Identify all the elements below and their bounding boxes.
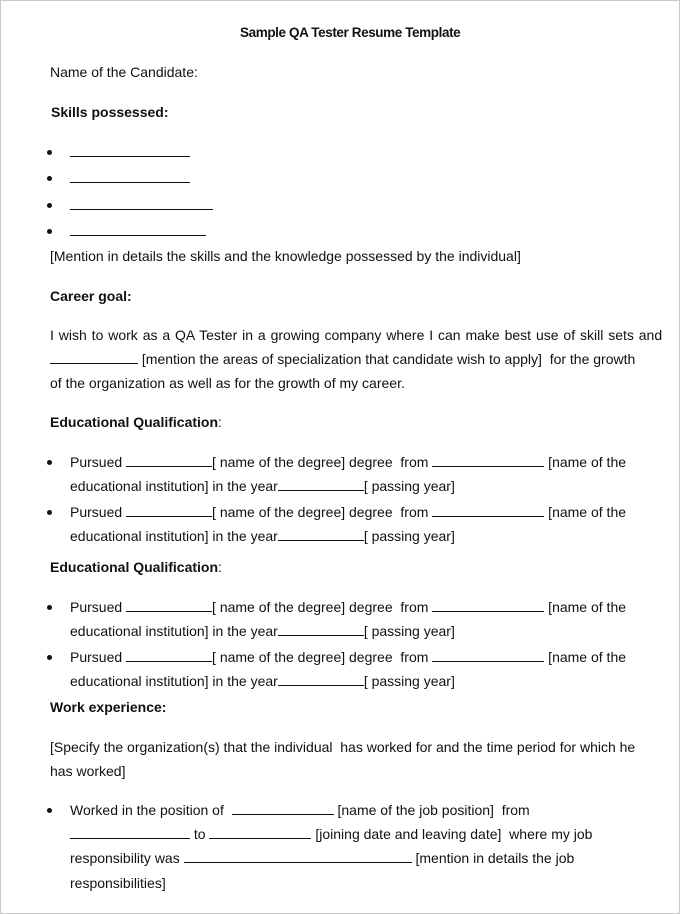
position-suffix: [name of the job position] from [333, 802, 530, 818]
year-blank[interactable] [278, 477, 364, 491]
degree-blank[interactable] [126, 503, 212, 517]
education-entry-line-2 [70, 477, 455, 495]
degree-label: [ name of the degree] degree from [212, 599, 433, 615]
work-line-4: responsibilities] [70, 875, 166, 891]
skill-blank-3[interactable] [70, 196, 213, 214]
career-heading: Career goal: [50, 288, 132, 304]
education-entry-line-1 [70, 598, 626, 616]
work-line-1 [70, 801, 530, 819]
responsibility-label: responsibility was [70, 850, 184, 866]
degree-label: [ name of the degree] degree from [212, 504, 433, 520]
year-blank[interactable] [278, 527, 364, 541]
work-specify-line-2: has worked] [50, 763, 126, 779]
career-line-3: of the organization as well as for the growth of my career. [50, 375, 405, 391]
position-blank[interactable] [232, 801, 334, 815]
education-entry-line-2 [70, 672, 455, 690]
education-heading-2 [50, 558, 222, 576]
skill-blank-2[interactable] [70, 169, 190, 187]
dates-suffix: [joining date and leaving date] where my job [311, 826, 593, 842]
degree-blank[interactable] [126, 453, 212, 467]
skills-note: [Mention in details the skills and the knowledge possessed by the individual] [50, 248, 521, 264]
education-heading-colon: : [218, 559, 222, 575]
pursued-label: Pursued [70, 454, 127, 470]
education-entry-line-2 [70, 622, 455, 640]
institution-blank[interactable] [432, 503, 544, 517]
work-specify-line-1: [Specify the organization(s) that the individual has worked for and the time period for which he [50, 739, 636, 755]
bullet-icon [47, 605, 52, 610]
degree-blank[interactable] [126, 648, 212, 662]
responsibility-blank[interactable] [184, 849, 412, 863]
skills-heading: Skills possessed: [51, 104, 169, 120]
institution-label-end: educational institution] in the year [70, 528, 278, 544]
education-heading-1 [50, 413, 222, 431]
pursued-label: Pursued [70, 649, 127, 665]
bullet-icon [47, 808, 52, 813]
career-line-2 [50, 350, 635, 368]
join-date-blank[interactable] [70, 825, 190, 839]
pursued-label: Pursued [70, 599, 127, 615]
bullet-icon [47, 150, 52, 155]
education-entry-line-1 [70, 503, 626, 521]
passing-year-label: [ passing year] [363, 673, 455, 689]
education-entry-line-1 [70, 648, 626, 666]
bullet-icon [47, 203, 52, 208]
specialization-blank[interactable] [50, 350, 138, 364]
education-entry-line-1 [70, 453, 626, 471]
degree-label: [ name of the degree] degree from [212, 454, 433, 470]
work-line-2 [70, 825, 592, 843]
career-line-1: I wish to work as a QA Tester in a growing company where I can make best use of skill sets and [50, 327, 663, 343]
passing-year-label: [ passing year] [363, 478, 455, 494]
bullet-icon [47, 655, 52, 660]
work-heading: Work experience: [50, 699, 167, 715]
institution-blank[interactable] [432, 598, 544, 612]
work-line-3 [70, 849, 574, 867]
education-heading-text: Educational Qualification [50, 559, 219, 575]
skill-blank-1[interactable] [70, 143, 190, 161]
institution-label: [name of the [544, 599, 627, 615]
degree-blank[interactable] [126, 598, 212, 612]
passing-year-label: [ passing year] [363, 623, 455, 639]
institution-blank[interactable] [432, 453, 544, 467]
candidate-name-label: Name of the Candidate: [50, 64, 198, 80]
institution-label: [name of the [544, 504, 627, 520]
education-heading-text: Educational Qualification [50, 414, 219, 430]
position-label: Worked in the position of [70, 802, 232, 818]
institution-blank[interactable] [432, 648, 544, 662]
institution-label-end: educational institution] in the year [70, 673, 278, 689]
institution-label-end: educational institution] in the year [70, 478, 278, 494]
career-line-2-text: [mention the areas of specialization that candidate wish to apply] for the growth [138, 351, 636, 367]
institution-label: [name of the [544, 649, 627, 665]
institution-label: [name of the [544, 454, 627, 470]
bullet-icon [47, 229, 52, 234]
institution-label-end: educational institution] in the year [70, 623, 278, 639]
responsibility-suffix: [mention in details the job [411, 850, 575, 866]
year-blank[interactable] [278, 622, 364, 636]
bullet-icon [47, 460, 52, 465]
education-heading-colon: : [218, 414, 222, 430]
education-entry-line-2 [70, 527, 455, 545]
pursued-label: Pursued [70, 504, 127, 520]
bullet-icon [47, 510, 52, 515]
year-blank[interactable] [278, 672, 364, 686]
leave-date-blank[interactable] [209, 825, 311, 839]
skill-blank-4[interactable] [70, 222, 206, 240]
bullet-icon [47, 176, 52, 181]
degree-label: [ name of the degree] degree from [212, 649, 433, 665]
passing-year-label: [ passing year] [363, 528, 455, 544]
document-title: Sample QA Tester Resume Template [240, 25, 461, 40]
to-label: to [190, 826, 210, 842]
